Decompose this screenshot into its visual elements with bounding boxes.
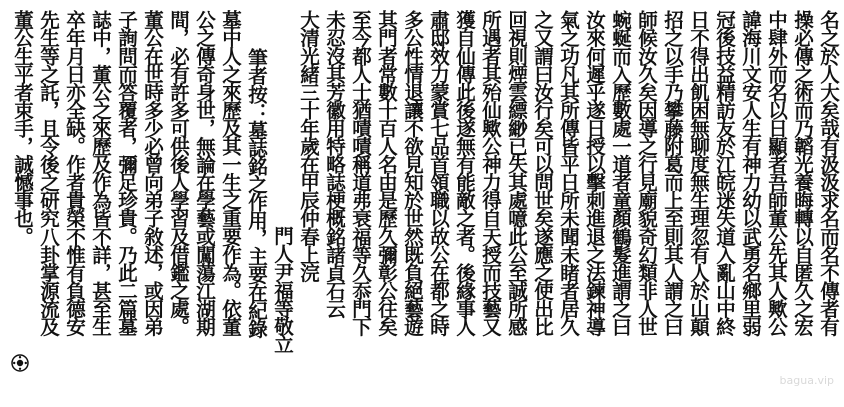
main-text-column-11: 氣之功凡其所傳皆平日所未聞未睹者居久: [557, 10, 580, 335]
main-text-column-14: 所遇者其殆仙歟公神力得自天授而技藝又: [479, 10, 502, 335]
editor-note-column-2: 墓中人之來歷及其一生之重要作為。依董: [219, 10, 242, 335]
main-text-column-10: 汝來何遲乎遂日授以擊刺進退之法鍊神導: [583, 10, 606, 335]
main-text-column-1: 名之於人大矣哉有汲汲求名而名不傳者有: [817, 10, 840, 335]
main-text-column-8: 師候汝久矣因導之行見廟貌奇幻類非人世: [635, 10, 658, 335]
main-text-column-18: 其門者常數十百人名由是歷久彌彰公往矣: [375, 10, 398, 335]
main-text-column-7: 招之以手乃攀藤附葛而上至則其人謂之曰: [661, 10, 684, 335]
main-text-column-20: 未忍沒其芳徽用特略誌梗概銘諸貞石云: [323, 10, 346, 317]
editor-note-column-9: 先生等之託，且令後之研究八卦掌源流及: [37, 10, 60, 335]
editor-note-column-10: 董公生平者束手，誠憾事也。: [11, 10, 34, 245]
editor-note-column-4: 間，必有許多可供後人學習及借鑑之處。: [167, 10, 190, 335]
watermark: bagua.vip: [779, 374, 834, 387]
end-ornament-icon: [10, 353, 30, 373]
main-text-column-19: 至今都人士猶嘖嘖稱道弗衰福等久忝門下: [349, 10, 372, 335]
main-text-column-13: 回視則煙雲縹緲已失其處噫此公至誠所感: [505, 10, 528, 335]
main-text-column-15: 獲自仙傳此後遂無有能敵之者。後緣事人: [453, 10, 476, 335]
main-text-column-6: 日不得出飢困無聊度無生理忽有人於山顛: [687, 10, 710, 335]
editor-note-column-1: 筆者按：墓誌銘之作用，主要在紀錄: [245, 48, 268, 337]
editor-note-column-5: 董公在世時多少必曾向弟子敘述，或因弟: [141, 10, 164, 335]
editor-note-column-3: 公之傳奇身世，無論在學藝或闖蕩江湖期: [193, 10, 216, 335]
main-text-column-12: 之又謂曰汝行矣可以問世矣遂應之使出比: [531, 10, 554, 335]
editor-note-column-6: 子詢問而答覆者，彌足珍貴。乃此二篇墓: [115, 10, 138, 335]
editor-note-column-8: 卒年月日亦全缺。作者貴榮不惟有負德安: [63, 10, 86, 335]
main-text-column-9: 蜿蜒而入歷數處一道者童顏鶴髮進謂之曰: [609, 10, 632, 335]
editor-note-column-7: 誌中，董公之來歷及作為皆不詳，甚至生: [89, 10, 112, 335]
signature: 門人尹福等敬立: [271, 226, 294, 353]
main-text-column-16: 肅邸效力蒙賞七品首領職以故公在都之時: [427, 10, 450, 335]
main-text-column-21: 大清光緒三十年歲在甲辰仲春上浣: [297, 10, 320, 281]
main-text-column-5: 冠後技益精訪友於江皖迷失道入亂山中終: [713, 10, 736, 335]
main-text-column-17: 多公性情退讓不欲見知於世然既負絕藝遊: [401, 10, 424, 335]
main-text-column-2: 操必傳之術而乃韜光養晦轉以自匿久之宏: [791, 10, 814, 335]
main-text-column-3: 中肆外而名以日顯者吾師董公先其人歟公: [765, 10, 788, 335]
main-text-column-4: 諱海川文安人生有神力幼以武勇名鄉里弱: [739, 10, 762, 335]
